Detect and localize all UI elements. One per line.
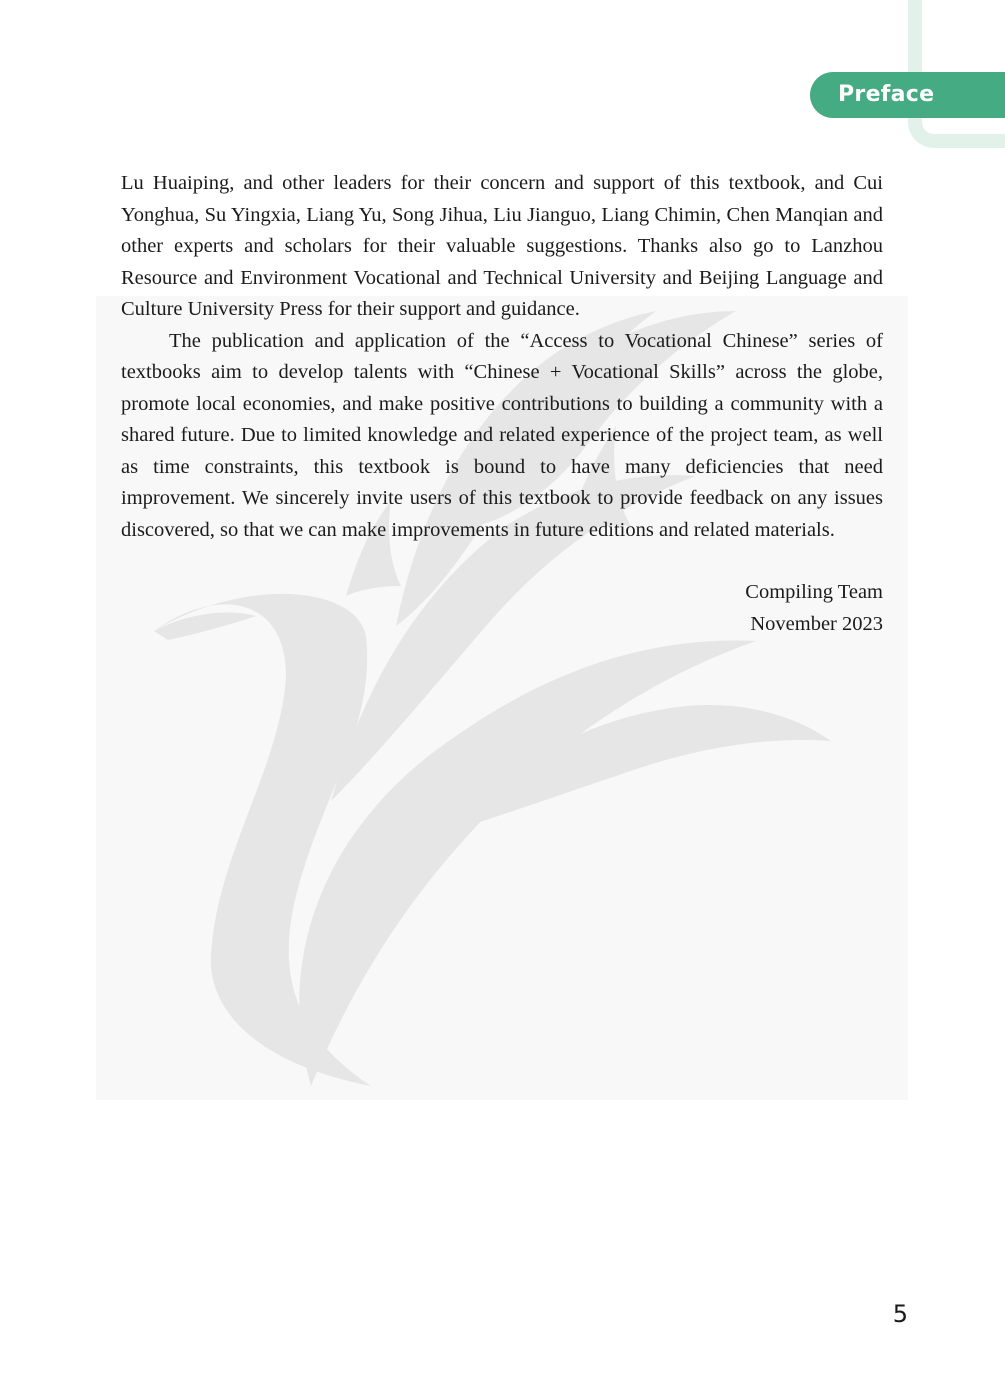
preface-body	[121, 168, 883, 546]
paragraph-2: The publication and application of the “Access to Vocational Chinese” series of textbooks aim to develop talents with “Chinese + Vocational Skills” across the globe, promote local economies, and make positive contributions to building a community with a shared future. Due to limited knowledge and related experience of the project team, as well as time constraints, this textbook is bound to have many deficiencies that need improvement. We sincerely invite users of this textbook to provide feedback on any issues discovered, so that we can make improvements in future editions and related materials.	[121, 329, 883, 541]
page-number: 5	[892, 1300, 908, 1328]
signature-author: Compiling Team	[745, 581, 883, 603]
signature-block	[500, 577, 883, 640]
section-tab-label: Preface	[810, 72, 1005, 118]
paragraph-1: Lu Huaiping, and other leaders for their concern and support of this textbook, and Cui Yonghua, Su Yingxia, Liang Yu, Song Jihua, Liu Jianguo, Liang Chimin, Chen Manqian and other experts and scholars for their valuable suggestions. Thanks also go to Lanzhou Resource and Environment Vocational and Technical University and Beijing Language and Culture University Press for their support and guidance.	[121, 172, 883, 320]
signature-date: November 2023	[750, 612, 883, 635]
